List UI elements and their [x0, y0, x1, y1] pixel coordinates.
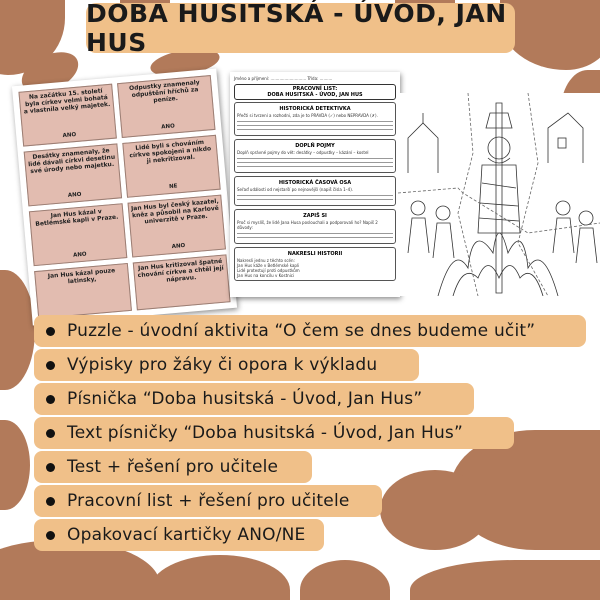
worksheet-name-line: Jméno a příjmení: ............................ Třída: .......... [234, 76, 333, 81]
list-item: Písnička “Doba husitská - Úvod, Jan Hus” [34, 383, 474, 415]
cow-spot [0, 420, 30, 510]
contents-list [34, 315, 586, 549]
list-item: Test + řešení pro učitele [34, 451, 312, 483]
yes-no-card: Na začátku 15. století byla církev velmi bohatá a vlastnila velký majetek. ANO [18, 84, 116, 147]
list-item: Puzzle - úvodní aktivita “O čem se dnes budeme učit” [34, 315, 586, 347]
worksheet-preview [230, 72, 400, 297]
yes-no-card: Jan Hus kázal v Betlémské kapli v Praze. ANO [29, 203, 127, 266]
cow-spot [300, 560, 390, 600]
bullet-icon [46, 395, 55, 404]
list-item: Opakovací kartičky ANO/NE [34, 519, 324, 551]
cow-spot [410, 560, 600, 600]
yes-no-card: Jan Hus byl český kazatel, kněz a působil na Karlově univerzitě v Praze. ANO [128, 195, 226, 258]
bullet-icon [46, 497, 55, 506]
title-banner [86, 0, 515, 57]
yes-no-card: Jan Hus kázal pouze latinsky, [34, 263, 132, 319]
bullet-icon [46, 531, 55, 540]
worksheet-header: PRACOVNÍ LIST: DOBA HUSITSKÁ - ÚVOD, JAN HUS [234, 84, 396, 100]
yes-no-cards-preview [12, 69, 237, 326]
cow-spot [500, 0, 600, 70]
puzzle-illustration [398, 93, 600, 296]
list-item: Text písničky “Doba husitská - Úvod, Jan Hus” [34, 417, 514, 449]
jan-hus-stake-drawing [398, 93, 600, 296]
yes-no-card: Desátky znamenaly, že lidé dávali církvi desetinu své úrody nebo majetku. ANO [24, 143, 122, 206]
list-item: Výpisky pro žáky či opora k výkladu [34, 349, 419, 381]
bullet-icon [46, 463, 55, 472]
bullet-icon [46, 361, 55, 370]
worksheet-section: DOPLŇ POJMY Doplň správné pojmy do vět: desátky – odpustky – kázání – kostel [234, 139, 396, 173]
cow-spot [150, 555, 290, 600]
worksheet-section: ZAPIŠ SI Proč si myslíš, že lidé Jana Husa poslouchali a podporovali ho? Napiš 2 důvody: [234, 209, 396, 244]
yes-no-card: Odpustky znamenaly odpuštění hříchů za peníze. ANO [117, 75, 215, 138]
worksheet-section: HISTORICKÁ DETEKTIVKA Přečti si tvrzení a rozhodni, zda je to PRAVDA (✓) nebo NEPRAVDA (✗). [234, 102, 396, 136]
bullet-icon [46, 429, 55, 438]
bullet-icon [46, 327, 55, 336]
worksheet-section: NAKRESLI HISTORII Nakresli jednu z těchto scén: Jan Hus káže v Betlémské kapli Lidé protestují proti odpustkům Jan Hus na koncilu v Kostnici [234, 247, 396, 281]
worksheet-section: HISTORICKÁ ČASOVÁ OSA Seřaď události od nejstarší po nejnovější (napiš čísla 1–4). [234, 176, 396, 206]
yes-no-card: Jan Hus kritizoval špatné chování církve a chtěl její nápravu. [133, 254, 231, 310]
page-title: DOBA HUSITSKÁ - ÚVOD, JAN HUS [86, 0, 507, 57]
yes-no-card: Lidé byli s chováním církve spokojeni a nikdo ji nekritizoval. NE [122, 135, 220, 198]
list-item: Pracovní list + řešení pro učitele [34, 485, 382, 517]
